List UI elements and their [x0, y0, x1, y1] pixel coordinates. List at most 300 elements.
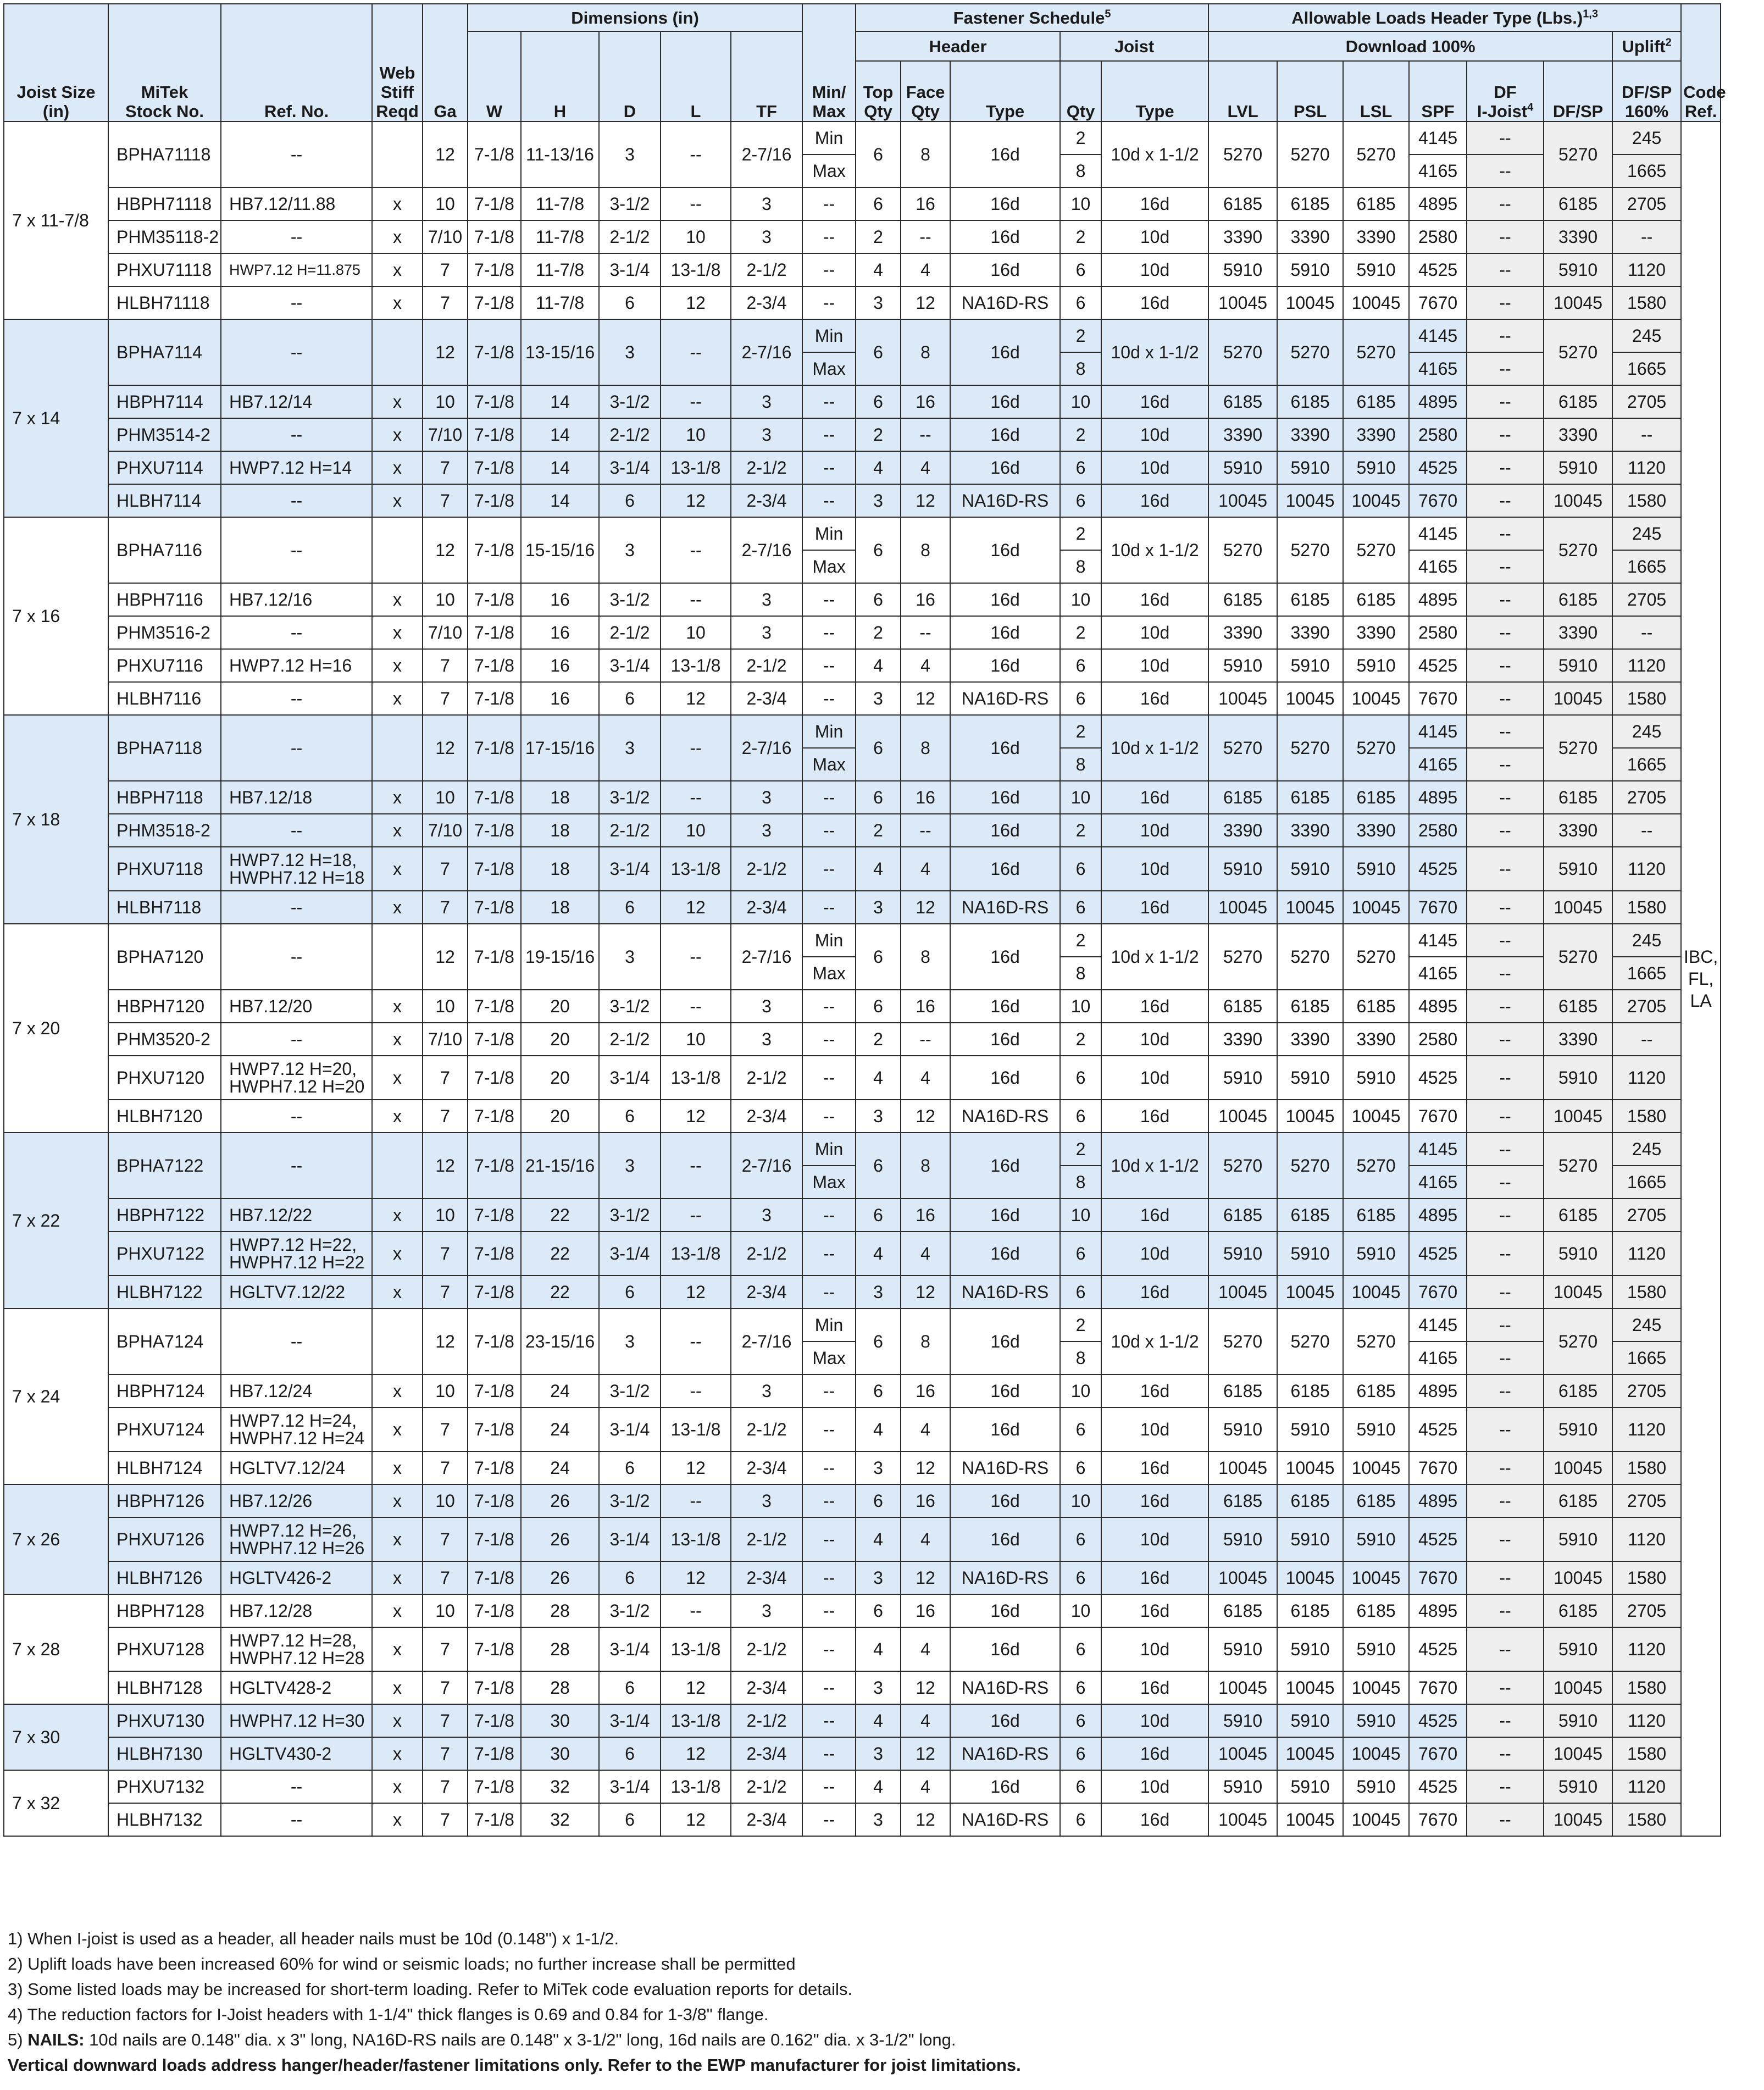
cell-dfi: -- [1467, 1341, 1544, 1374]
cell-ref: -- [221, 1770, 372, 1803]
cell-ref: -- [221, 121, 372, 187]
cell-lsl: 3390 [1343, 616, 1409, 649]
cell-mm: -- [802, 1232, 856, 1276]
cell-jtype: 10d [1101, 1056, 1208, 1100]
col-psl: PSL [1277, 61, 1343, 121]
cell-d: 6 [599, 682, 661, 715]
cell-h: 18 [521, 781, 599, 814]
cell-d: 3-1/2 [599, 1199, 661, 1232]
cell-ga: 12 [423, 1309, 468, 1374]
col-group-joist: Joist [1060, 31, 1208, 61]
cell-tf: 2-3/4 [731, 891, 802, 924]
cell-lsl: 6185 [1343, 385, 1409, 418]
cell-spf: 4525 [1409, 847, 1467, 891]
cell-h: 13-15/16 [521, 319, 599, 385]
cell-w: 7-1/8 [468, 1627, 521, 1671]
cell-ga: 7 [423, 682, 468, 715]
cell-lvl: 10045 [1208, 891, 1277, 924]
cell-lsl: 5910 [1343, 1627, 1409, 1671]
cell-htype: 16d [950, 1407, 1060, 1451]
cell-dfi: -- [1467, 847, 1544, 891]
cell-jqty: 8 [1060, 550, 1101, 583]
cell-w: 7-1/8 [468, 1671, 521, 1704]
cell-ref: -- [221, 715, 372, 781]
cell-dfsp: 6185 [1544, 781, 1612, 814]
cell-dfsp: 5910 [1544, 649, 1612, 682]
cell-jqty: 2 [1060, 1309, 1101, 1341]
table-row [4, 1803, 1721, 1836]
cell-mm: Min [802, 715, 856, 748]
table-row [4, 924, 1721, 957]
cell-stock: BPHA7122 [108, 1133, 221, 1199]
cell-ref: -- [221, 1133, 372, 1199]
cell-mm: -- [802, 1276, 856, 1309]
cell-lvl: 5270 [1208, 715, 1277, 781]
col-group-header: Header [856, 31, 1060, 61]
cell-face: 8 [901, 1133, 950, 1199]
cell-w: 7-1/8 [468, 1561, 521, 1594]
cell-jtype: 16d [1101, 1484, 1208, 1517]
cell-stock: BPHA7116 [108, 517, 221, 583]
cell-spf: 4165 [1409, 957, 1467, 990]
cell-l: 12 [661, 286, 731, 319]
cell-face: 12 [901, 1671, 950, 1704]
table-row [4, 1232, 1721, 1276]
cell-ref: HWP7.12 H=18, HWPH7.12 H=18 [221, 847, 372, 891]
cell-ga: 7/10 [423, 220, 468, 253]
cell-jqty: 6 [1060, 1737, 1101, 1770]
cell-l: 12 [661, 682, 731, 715]
cell-lsl: 6185 [1343, 1374, 1409, 1407]
cell-tf: 2-1/2 [731, 847, 802, 891]
cell-d: 3-1/4 [599, 1770, 661, 1803]
cell-htype: NA16D-RS [950, 682, 1060, 715]
cell-jqty: 8 [1060, 957, 1101, 990]
cell-ref: -- [221, 319, 372, 385]
cell-h: 14 [521, 385, 599, 418]
cell-l: -- [661, 1309, 731, 1374]
cell-dfi: -- [1467, 1484, 1544, 1517]
cell-mm: -- [802, 1671, 856, 1704]
cell-spf: 4165 [1409, 1166, 1467, 1199]
cell-jqty: 6 [1060, 682, 1101, 715]
cell-dfi: -- [1467, 1517, 1544, 1561]
cell-jtype: 16d [1101, 781, 1208, 814]
col-tf: TF [731, 31, 802, 121]
cell-spf: 7670 [1409, 484, 1467, 517]
cell-spf: 4895 [1409, 385, 1467, 418]
cell-htype: NA16D-RS [950, 1803, 1060, 1836]
cell-top: 3 [856, 484, 901, 517]
cell-lvl: 10045 [1208, 1803, 1277, 1836]
cell-h: 23-15/16 [521, 1309, 599, 1374]
cell-lsl: 5910 [1343, 253, 1409, 286]
cell-jtype: 16d [1101, 1451, 1208, 1484]
cell-dfi: -- [1467, 616, 1544, 649]
cell-h: 28 [521, 1671, 599, 1704]
cell-d: 2-1/2 [599, 814, 661, 847]
cell-dfi: -- [1467, 1704, 1544, 1737]
cell-lvl: 6185 [1208, 781, 1277, 814]
table-row [4, 385, 1721, 418]
cell-tf: 2-1/2 [731, 1704, 802, 1737]
cell-lvl: 10045 [1208, 1451, 1277, 1484]
cell-web [372, 121, 423, 187]
cell-dfsp: 6185 [1544, 583, 1612, 616]
cell-psl: 5910 [1277, 1770, 1343, 1803]
cell-jtype: 16d [1101, 1374, 1208, 1407]
cell-web: x [372, 781, 423, 814]
cell-ga: 10 [423, 1594, 468, 1627]
cell-jtype: 16d [1101, 1100, 1208, 1133]
cell-web: x [372, 891, 423, 924]
cell-dfsp: 5910 [1544, 1517, 1612, 1561]
cell-l: -- [661, 1484, 731, 1517]
cell-up: 1120 [1612, 253, 1681, 286]
footnotes [8, 1926, 1739, 2078]
cell-face: 16 [901, 990, 950, 1023]
cell-h: 32 [521, 1803, 599, 1836]
cell-ga: 10 [423, 990, 468, 1023]
cell-psl: 10045 [1277, 682, 1343, 715]
cell-spf: 7670 [1409, 1451, 1467, 1484]
cell-ga: 10 [423, 583, 468, 616]
cell-jqty: 6 [1060, 1671, 1101, 1704]
cell-dfi: -- [1467, 583, 1544, 616]
cell-htype: 16d [950, 385, 1060, 418]
cell-web: x [372, 1561, 423, 1594]
cell-face: -- [901, 418, 950, 451]
cell-mm: -- [802, 484, 856, 517]
cell-lvl: 5910 [1208, 847, 1277, 891]
cell-stock: HBPH7128 [108, 1594, 221, 1627]
cell-h: 30 [521, 1704, 599, 1737]
cell-dfi: -- [1467, 1627, 1544, 1671]
cell-dfi: -- [1467, 1100, 1544, 1133]
cell-stock: HLBH7116 [108, 682, 221, 715]
col-h: H [521, 31, 599, 121]
cell-dfi: -- [1467, 957, 1544, 990]
col-joist-size: Joist Size (in) [4, 4, 108, 121]
cell-ref: HWP7.12 H=16 [221, 649, 372, 682]
cell-lvl: 5910 [1208, 1232, 1277, 1276]
cell-top: 6 [856, 990, 901, 1023]
cell-top: 3 [856, 682, 901, 715]
cell-web: x [372, 1199, 423, 1232]
cell-jqty: 2 [1060, 924, 1101, 957]
cell-dfsp: 6185 [1544, 1374, 1612, 1407]
cell-ga: 12 [423, 715, 468, 781]
cell-htype: NA16D-RS [950, 1100, 1060, 1133]
cell-face: 16 [901, 385, 950, 418]
cell-top: 6 [856, 1199, 901, 1232]
cell-jqty: 6 [1060, 1407, 1101, 1451]
cell-up: 1120 [1612, 649, 1681, 682]
cell-web: x [372, 1484, 423, 1517]
cell-h: 18 [521, 847, 599, 891]
cell-h: 16 [521, 616, 599, 649]
cell-lvl: 5910 [1208, 1407, 1277, 1451]
cell-spf: 4165 [1409, 352, 1467, 385]
cell-stock: PHXU7114 [108, 451, 221, 484]
cell-spf: 4895 [1409, 781, 1467, 814]
footnote-4: 4) The reduction factors for I-Joist headers with 1-1/4" thick flanges is 0.69 and 0.84 for 1-3/8" flange. [8, 2005, 769, 2024]
cell-stock: BPHA7124 [108, 1309, 221, 1374]
cell-jtype: 10d [1101, 814, 1208, 847]
col-web-stiff: Web Stiff Reqd [372, 4, 423, 121]
cell-w: 7-1/8 [468, 814, 521, 847]
cell-h: 11-7/8 [521, 286, 599, 319]
cell-dfi: -- [1467, 1770, 1544, 1803]
cell-top: 3 [856, 1276, 901, 1309]
cell-htype: 16d [950, 924, 1060, 990]
cell-tf: 2-3/4 [731, 286, 802, 319]
cell-up: 1580 [1612, 1451, 1681, 1484]
cell-lvl: 5910 [1208, 253, 1277, 286]
cell-psl: 5910 [1277, 1407, 1343, 1451]
cell-top: 3 [856, 891, 901, 924]
cell-w: 7-1/8 [468, 187, 521, 220]
cell-up: 1665 [1612, 154, 1681, 187]
cell-face: 12 [901, 286, 950, 319]
cell-up: 1665 [1612, 1166, 1681, 1199]
cell-jqty: 2 [1060, 1133, 1101, 1166]
cell-dfi: -- [1467, 154, 1544, 187]
cell-dfsp: 5270 [1544, 1133, 1612, 1199]
table-row [4, 1451, 1721, 1484]
cell-lsl: 10045 [1343, 1803, 1409, 1836]
cell-spf: 4525 [1409, 1407, 1467, 1451]
cell-htype: 16d [950, 1023, 1060, 1056]
cell-h: 11-7/8 [521, 187, 599, 220]
cell-jqty: 10 [1060, 990, 1101, 1023]
cell-dfi: -- [1467, 891, 1544, 924]
cell-dfi: -- [1467, 286, 1544, 319]
cell-ga: 7 [423, 253, 468, 286]
cell-tf: 2-3/4 [731, 1451, 802, 1484]
cell-htype: 16d [950, 649, 1060, 682]
cell-ga: 7 [423, 1671, 468, 1704]
cell-ga: 12 [423, 517, 468, 583]
cell-psl: 5910 [1277, 1704, 1343, 1737]
cell-lsl: 5910 [1343, 1407, 1409, 1451]
cell-h: 20 [521, 990, 599, 1023]
table-row [4, 847, 1721, 891]
cell-up: 2705 [1612, 1594, 1681, 1627]
cell-up: -- [1612, 418, 1681, 451]
cell-d: 3-1/4 [599, 1517, 661, 1561]
cell-stock: HBPH7126 [108, 1484, 221, 1517]
cell-l: 13-1/8 [661, 1704, 731, 1737]
cell-tf: 2-1/2 [731, 1407, 802, 1451]
table-row [4, 616, 1721, 649]
cell-ref: HWP7.12 H=22, HWPH7.12 H=22 [221, 1232, 372, 1276]
cell-spf: 4895 [1409, 990, 1467, 1023]
cell-lvl: 5910 [1208, 649, 1277, 682]
cell-web: x [372, 286, 423, 319]
cell-stock: PHXU7120 [108, 1056, 221, 1100]
cell-l: -- [661, 583, 731, 616]
cell-w: 7-1/8 [468, 1517, 521, 1561]
cell-ga: 7 [423, 484, 468, 517]
cell-stock: BPHA7120 [108, 924, 221, 990]
cell-h: 20 [521, 1056, 599, 1100]
code-ref-cell: IBC, FL, LA [1681, 121, 1721, 1836]
cell-dfsp: 10045 [1544, 1100, 1612, 1133]
cell-stock: PHXU71118 [108, 253, 221, 286]
cell-web: x [372, 1704, 423, 1737]
cell-jqty: 8 [1060, 352, 1101, 385]
cell-ref: -- [221, 220, 372, 253]
col-df-ijoist: DF I-Joist$^4$ [1467, 61, 1544, 121]
cell-face: -- [901, 1023, 950, 1056]
cell-top: 6 [856, 517, 901, 583]
cell-h: 19-15/16 [521, 924, 599, 990]
cell-tf: 2-7/16 [731, 319, 802, 385]
cell-ref: HWP7.12 H=11.875 [221, 253, 372, 286]
cell-mm: -- [802, 1100, 856, 1133]
cell-top: 4 [856, 847, 901, 891]
cell-stock: PHM3516-2 [108, 616, 221, 649]
cell-dfi: -- [1467, 1737, 1544, 1770]
cell-w: 7-1/8 [468, 1407, 521, 1451]
cell-tf: 2-3/4 [731, 1671, 802, 1704]
cell-psl: 5910 [1277, 451, 1343, 484]
cell-up: 1665 [1612, 748, 1681, 781]
cell-d: 3-1/2 [599, 1484, 661, 1517]
cell-lvl: 6185 [1208, 1199, 1277, 1232]
cell-ref: HB7.12/16 [221, 583, 372, 616]
cell-web: x [372, 1770, 423, 1803]
col-spf: SPF [1409, 61, 1467, 121]
cell-w: 7-1/8 [468, 616, 521, 649]
cell-w: 7-1/8 [468, 583, 521, 616]
cell-w: 7-1/8 [468, 319, 521, 385]
cell-l: -- [661, 1199, 731, 1232]
cell-lsl: 10045 [1343, 682, 1409, 715]
cell-ga: 12 [423, 319, 468, 385]
cell-lsl: 5910 [1343, 1232, 1409, 1276]
cell-ref: -- [221, 484, 372, 517]
cell-lsl: 5910 [1343, 847, 1409, 891]
cell-htype: 16d [950, 715, 1060, 781]
cell-top: 4 [856, 451, 901, 484]
cell-stock: PHM35118-2 [108, 220, 221, 253]
cell-ga: 12 [423, 924, 468, 990]
cell-ga: 7 [423, 1803, 468, 1836]
cell-d: 6 [599, 1737, 661, 1770]
cell-l: 12 [661, 1737, 731, 1770]
cell-mm: -- [802, 1451, 856, 1484]
cell-jtype: 10d x 1-1/2 [1101, 517, 1208, 583]
cell-w: 7-1/8 [468, 253, 521, 286]
cell-jtype: 16d [1101, 1276, 1208, 1309]
cell-jqty: 2 [1060, 220, 1101, 253]
cell-face: 12 [901, 1451, 950, 1484]
table-row [4, 319, 1721, 352]
cell-face: 4 [901, 649, 950, 682]
cell-stock: HBPH7114 [108, 385, 221, 418]
cell-w: 7-1/8 [468, 649, 521, 682]
cell-ref: HWP7.12 H=26, HWPH7.12 H=26 [221, 1517, 372, 1561]
col-joist-type: Type [1101, 61, 1208, 121]
cell-psl: 5910 [1277, 253, 1343, 286]
cell-dfsp: 5270 [1544, 517, 1612, 583]
cell-stock: HLBH71118 [108, 286, 221, 319]
cell-stock: PHM3514-2 [108, 418, 221, 451]
cell-h: 20 [521, 1023, 599, 1056]
cell-lvl: 3390 [1208, 814, 1277, 847]
cell-stock: PHXU7122 [108, 1232, 221, 1276]
cell-jqty: 6 [1060, 1561, 1101, 1594]
cell-w: 7-1/8 [468, 1199, 521, 1232]
cell-h: 26 [521, 1561, 599, 1594]
cell-web: x [372, 1276, 423, 1309]
cell-stock: BPHA7114 [108, 319, 221, 385]
table-row [4, 682, 1721, 715]
cell-mm: Min [802, 1309, 856, 1341]
cell-dfsp: 10045 [1544, 891, 1612, 924]
cell-stock: HBPH71118 [108, 187, 221, 220]
cell-spf: 4525 [1409, 1704, 1467, 1737]
cell-face: 12 [901, 682, 950, 715]
cell-d: 6 [599, 1100, 661, 1133]
cell-l: 13-1/8 [661, 1407, 731, 1451]
cell-d: 6 [599, 1561, 661, 1594]
cell-htype: 16d [950, 319, 1060, 385]
cell-psl: 3390 [1277, 616, 1343, 649]
cell-l: -- [661, 990, 731, 1023]
cell-up: 2705 [1612, 990, 1681, 1023]
table-row [4, 1484, 1721, 1517]
cell-tf: 2-7/16 [731, 1133, 802, 1199]
cell-web: x [372, 187, 423, 220]
table-row [4, 1199, 1721, 1232]
joist-size-cell: 7 x 14 [4, 319, 108, 517]
cell-h: 22 [521, 1276, 599, 1309]
cell-top: 4 [856, 649, 901, 682]
cell-w: 7-1/8 [468, 891, 521, 924]
cell-up: 245 [1612, 121, 1681, 154]
cell-w: 7-1/8 [468, 1594, 521, 1627]
cell-d: 6 [599, 484, 661, 517]
cell-lsl: 10045 [1343, 1451, 1409, 1484]
table-row [4, 1407, 1721, 1451]
cell-face: 16 [901, 1594, 950, 1627]
cell-face: 12 [901, 891, 950, 924]
cell-face: 16 [901, 1199, 950, 1232]
cell-htype: NA16D-RS [950, 1561, 1060, 1594]
cell-l: 12 [661, 1451, 731, 1484]
cell-ga: 10 [423, 1484, 468, 1517]
cell-w: 7-1/8 [468, 1484, 521, 1517]
cell-d: 6 [599, 286, 661, 319]
cell-ga: 7/10 [423, 814, 468, 847]
footnote-5: 5) NAILS: 10d nails are 0.148" dia. x 3" long, NA16D-RS nails are 0.148" x 3-1/2" long, 16d nails are 0.162" dia. x 3-1/2" long. [8, 2030, 956, 2049]
cell-up: 1120 [1612, 1232, 1681, 1276]
joist-size-cell: 7 x 28 [4, 1594, 108, 1704]
cell-psl: 5270 [1277, 517, 1343, 583]
cell-jqty: 6 [1060, 1100, 1101, 1133]
cell-top: 6 [856, 1594, 901, 1627]
cell-w: 7-1/8 [468, 1056, 521, 1100]
cell-mm: -- [802, 187, 856, 220]
footnote-1: 1) When I-joist is used as a header, all header nails must be 10d (0.148") x 1-1/2. [8, 1929, 619, 1948]
cell-top: 6 [856, 781, 901, 814]
cell-psl: 5270 [1277, 1309, 1343, 1374]
cell-d: 3-1/2 [599, 781, 661, 814]
cell-h: 21-15/16 [521, 1133, 599, 1199]
